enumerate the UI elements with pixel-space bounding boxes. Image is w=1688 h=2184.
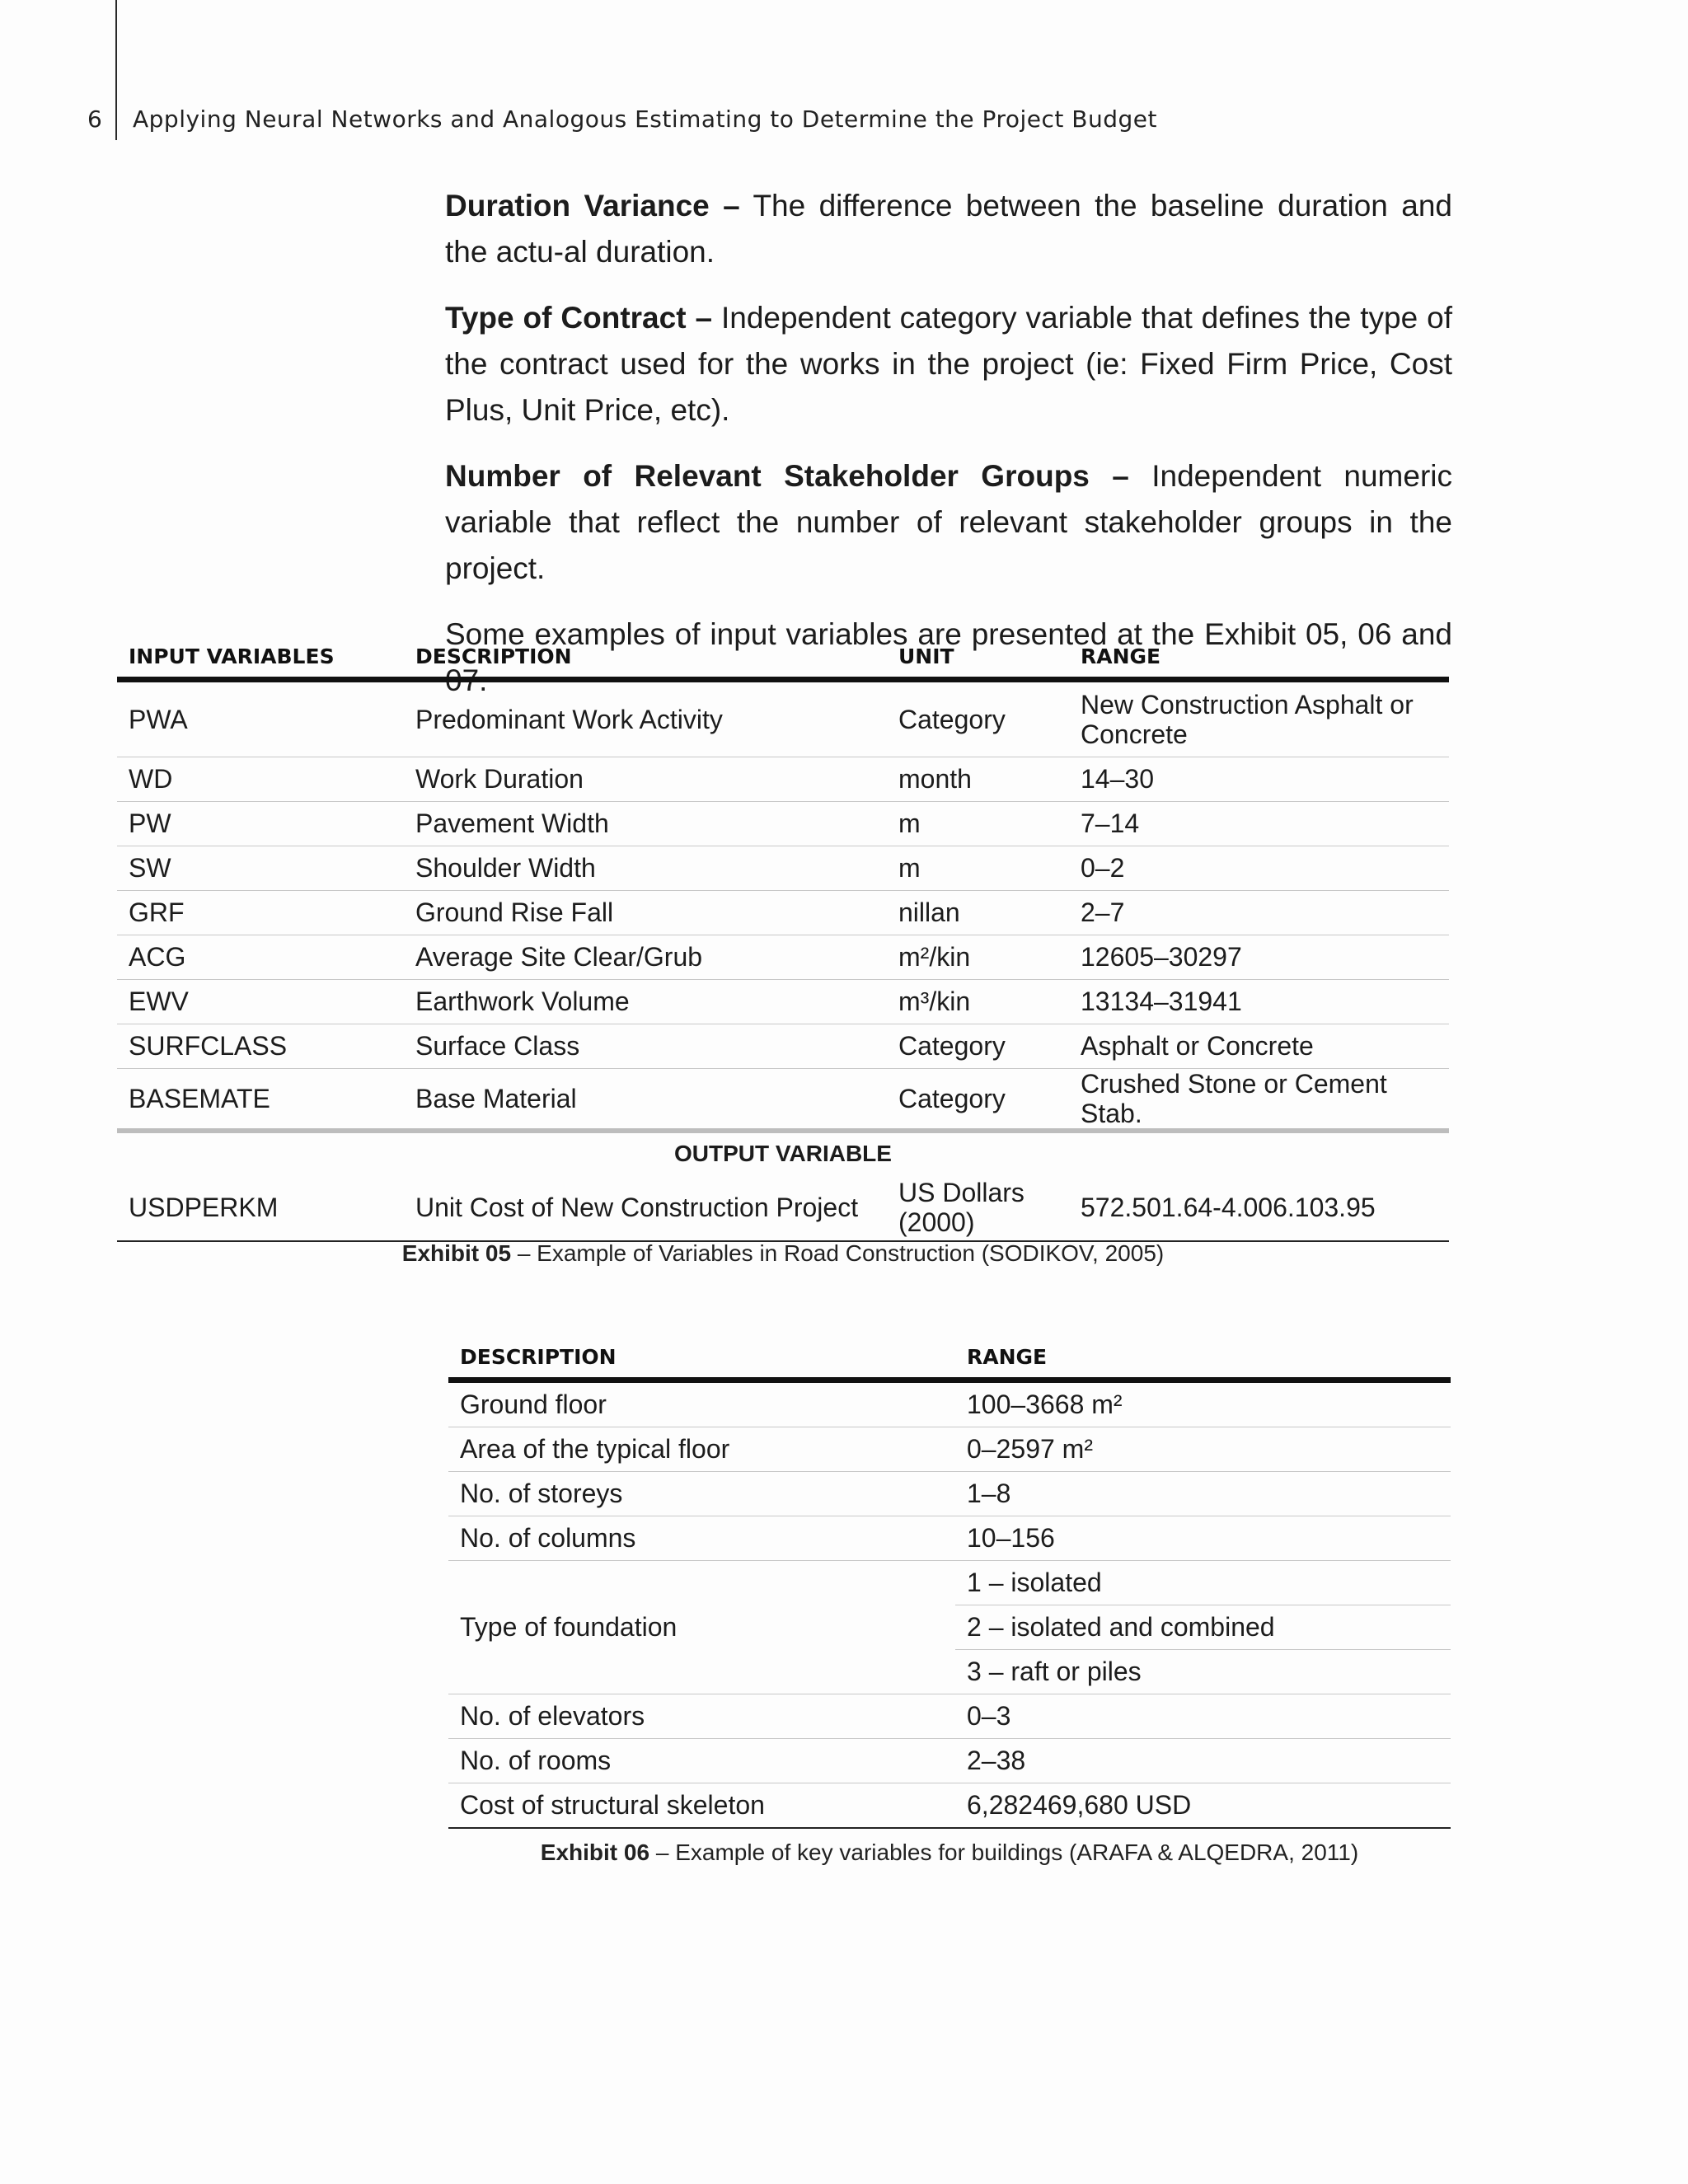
table-row: [448, 1380, 1451, 1427]
table-cell: No. of elevators: [448, 1694, 955, 1738]
table-cell: PW: [117, 801, 404, 846]
table-cell: Surface Class: [404, 1024, 887, 1068]
table-cell: ACG: [117, 935, 404, 979]
table-cell: nillan: [887, 890, 1069, 935]
table-cell: Crushed Stone or Cement Stab.: [1069, 1068, 1449, 1131]
table-cell: 0–3: [955, 1694, 1451, 1738]
table-cell: 14–30: [1069, 757, 1449, 801]
table-row: [448, 1783, 1451, 1828]
table-cell: Ground floor: [448, 1380, 955, 1427]
table-row: [117, 890, 1449, 935]
table-cell: 3 – raft or piles: [955, 1649, 1451, 1694]
table-row: [117, 846, 1449, 890]
table-cell: BASEMATE: [117, 1068, 404, 1131]
table-cell: No. of storeys: [448, 1471, 955, 1516]
table-cell: No. of rooms: [448, 1738, 955, 1783]
column-header: DESCRIPTION: [448, 1343, 955, 1380]
table-row: [117, 935, 1449, 979]
definition-type-of-contract: Independent category variable that defines the type of the contract used for the works in the project (ie: Fixed Firm Price, Cost Plus, Unit Price, etc).: [445, 301, 1452, 427]
term-type-of-contract: Type of Contract –: [445, 301, 713, 335]
caption-label: Exhibit 06: [540, 1840, 650, 1865]
table-cell: SW: [117, 846, 404, 890]
table-cell: GRF: [117, 890, 404, 935]
term-duration-variance: Duration Variance –: [445, 189, 740, 223]
table-cell: Asphalt or Concrete: [1069, 1024, 1449, 1068]
column-header: INPUT VARIABLES: [117, 643, 404, 679]
table-cell: m²/kin: [887, 935, 1069, 979]
table-cell: New Construction Asphalt or Concrete: [1069, 679, 1449, 757]
table-cell: Work Duration: [404, 757, 887, 801]
table-cell: Unit Cost of New Construction Project: [404, 1174, 887, 1241]
exhibit06-table: [448, 1343, 1451, 1829]
table-cell: US Dollars (2000): [887, 1174, 1069, 1241]
column-header: UNIT: [887, 643, 1069, 679]
paragraph-type-of-contract: [445, 295, 1452, 434]
table-cell: 1 – isolated: [955, 1560, 1451, 1605]
table-cell: 2–38: [955, 1738, 1451, 1783]
table-cell: Area of the typical floor: [448, 1427, 955, 1471]
paragraph-examples: Some examples of input variables are presented at the Exhibit 05, 06 and 07.: [445, 617, 1452, 697]
running-header: [87, 105, 1157, 133]
column-header: RANGE: [1069, 643, 1449, 679]
paragraph-duration-variance: [445, 183, 1452, 275]
table-cell: USDPERKM: [117, 1174, 404, 1241]
table-cell: 13134–31941: [1069, 979, 1449, 1024]
caption-text: – Example of key variables for buildings (ARAFA & ALQEDRA, 2011): [655, 1840, 1359, 1865]
table-row: [117, 679, 1449, 757]
table-cell: Category: [887, 679, 1069, 757]
page-number: 6: [87, 105, 103, 133]
exhibit05-table: [117, 643, 1449, 1242]
table-cell: 2–7: [1069, 890, 1449, 935]
table-row: [117, 1174, 1449, 1241]
table-cell: 1–8: [955, 1471, 1451, 1516]
definition-stakeholder-groups: Independent numeric variable that reflect the number of relevant stakeholder groups in the project.: [445, 459, 1452, 585]
table-cell: 100–3668 m²: [955, 1380, 1451, 1427]
table-header-row: [448, 1343, 1451, 1380]
table-cell: 7–14: [1069, 801, 1449, 846]
table-cell: Ground Rise Fall: [404, 890, 887, 935]
running-title: Applying Neural Networks and Analogous Estimating to Determine the Project Budget: [133, 105, 1157, 133]
table-row: [117, 757, 1449, 801]
definition-duration-variance: The difference between the baseline duration and the actu-al duration.: [445, 189, 1452, 269]
column-header: DESCRIPTION: [404, 643, 887, 679]
table-cell: m³/kin: [887, 979, 1069, 1024]
table-row: [448, 1471, 1451, 1516]
table-cell: Predominant Work Activity: [404, 679, 887, 757]
table-row: [117, 979, 1449, 1024]
table-cell: EWV: [117, 979, 404, 1024]
table-row: [448, 1694, 1451, 1738]
table-cell: Average Site Clear/Grub: [404, 935, 887, 979]
table-cell: m: [887, 846, 1069, 890]
table-cell: 6,282469,680 USD: [955, 1783, 1451, 1828]
exhibit06-caption: [448, 1840, 1451, 1866]
term-stakeholder-groups: Number of Relevant Stakeholder Groups –: [445, 459, 1129, 493]
table-row: [448, 1427, 1451, 1471]
exhibit05-caption: [117, 1240, 1449, 1267]
table-cell: Pavement Width: [404, 801, 887, 846]
table-cell: WD: [117, 757, 404, 801]
paragraph-stakeholder-groups: [445, 453, 1452, 592]
table-cell: Category: [887, 1024, 1069, 1068]
table-cell: Type of foundation: [448, 1560, 955, 1694]
table-row: [117, 1068, 1449, 1131]
table-row: [117, 1024, 1449, 1068]
table-cell: 12605–30297: [1069, 935, 1449, 979]
output-variable-heading: OUTPUT VARIABLE: [674, 1140, 892, 1166]
caption-text: – Example of Variables in Road Construction (SODIKOV, 2005): [517, 1240, 1165, 1266]
table-cell: 572.501.64-4.006.103.95: [1069, 1174, 1449, 1241]
column-header: RANGE: [955, 1343, 1451, 1380]
table-cell: No. of columns: [448, 1516, 955, 1560]
table-row: [448, 1516, 1451, 1560]
table-cell: SURFCLASS: [117, 1024, 404, 1068]
caption-label: Exhibit 05: [401, 1240, 512, 1266]
table-row: [448, 1738, 1451, 1783]
table-cell: Category: [887, 1068, 1069, 1131]
output-variable-heading-row: [117, 1131, 1449, 1174]
table-cell: Shoulder Width: [404, 846, 887, 890]
table-header-row: [117, 643, 1449, 679]
table-cell: Base Material: [404, 1068, 887, 1131]
table-cell: 10–156: [955, 1516, 1451, 1560]
table-cell: m: [887, 801, 1069, 846]
table-cell: 2 – isolated and combined: [955, 1605, 1451, 1649]
table-cell: 0–2597 m²: [955, 1427, 1451, 1471]
table-cell: PWA: [117, 679, 404, 757]
table-cell: Earthwork Volume: [404, 979, 887, 1024]
table-cell: month: [887, 757, 1069, 801]
table-row: [117, 801, 1449, 846]
table-cell: 0–2: [1069, 846, 1449, 890]
table-cell: Cost of structural skeleton: [448, 1783, 955, 1828]
table-row: [448, 1560, 1451, 1605]
